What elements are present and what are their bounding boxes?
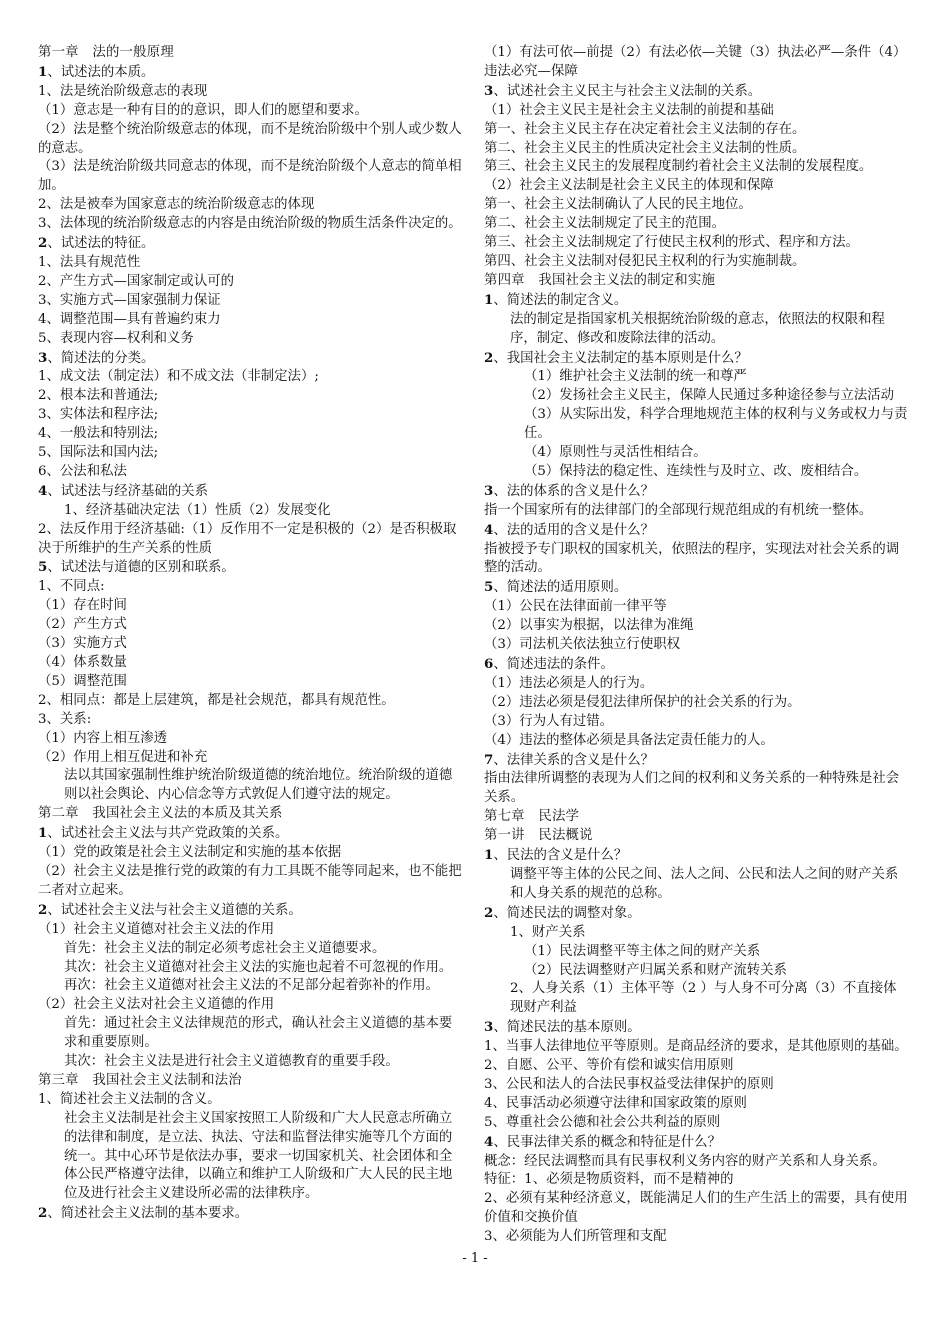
line-text: 第二、社会主义民主的性质决定社会主义法制的性质。: [484, 140, 806, 156]
line-text: 第一、社会主义民主存在决定着社会主义法制的存在。: [484, 121, 806, 137]
text-line: [484, 177, 908, 196]
text-line: [38, 863, 462, 901]
line-text: （4）体系数量: [38, 655, 127, 670]
line-text: 、简述法的适用原则。: [493, 580, 628, 596]
section-heading: [38, 44, 462, 63]
question-line: [484, 655, 908, 675]
question-number: 1: [38, 825, 48, 842]
text-line: [484, 253, 908, 272]
line-text: 1、不同点:: [38, 579, 105, 595]
text-line: [484, 1114, 908, 1133]
line-text: （2）违法必须是侵犯法律所保护的社会关系的行为。: [484, 694, 801, 710]
line-text: 6、公法和私法: [38, 463, 127, 479]
text-line: [484, 1171, 908, 1190]
text-line: [484, 713, 908, 732]
line-text: 调整平等主体的公民之间、法人之间、公民和法人之间的财产关系和人身关系的规范的总称。: [510, 866, 899, 901]
line-text: 法以其国家强制性维护统治阶级道德的统治地位。统治阶级的道德则以社会舆论、内心信念等方式敦促人们遵守法的规定。: [64, 768, 453, 803]
line-text: 1、法具有规范性: [38, 254, 141, 270]
text-line: [38, 311, 462, 330]
line-text: 、试述法的特征。: [47, 236, 155, 252]
question-number: 4: [38, 482, 48, 499]
line-text: 3、公民和法人的合法民事权益受法律保护的原则: [484, 1076, 774, 1092]
question-line: [484, 291, 908, 311]
text-line: [38, 406, 462, 425]
section-heading: [38, 805, 462, 824]
question-line: [38, 901, 462, 921]
question-line: [38, 63, 462, 83]
text-line: [484, 694, 908, 713]
line-text: 、民法的含义是什么？: [493, 848, 628, 864]
text-line: [38, 1053, 462, 1072]
text-line: [484, 234, 908, 253]
text-line: [484, 215, 908, 234]
left-column: [38, 44, 462, 1224]
question-line: [484, 1018, 908, 1038]
question-line: [38, 558, 462, 578]
line-text: （2）社会主义法对社会主义道德的作用: [38, 997, 275, 1013]
text-line: [38, 597, 462, 616]
text-line: [484, 368, 908, 387]
question-line: [38, 1204, 462, 1224]
question-line: [38, 824, 462, 844]
text-line: [38, 502, 462, 521]
text-line: [38, 330, 462, 349]
text-line: [484, 980, 908, 1018]
line-text: （3）实施方式: [38, 636, 127, 652]
line-text: （1）内容上相互渗透: [38, 730, 168, 746]
line-text: 第七章 民法学: [484, 809, 580, 825]
line-text: 、试述法与道德的区别和联系。: [47, 560, 235, 576]
text-line: [38, 215, 462, 234]
line-text: 2、产生方式—国家制定或认可的: [38, 273, 234, 289]
text-line: [38, 616, 462, 635]
line-text: 其次：社会主义法是进行社会主义道德教育的重要手段。: [64, 1054, 399, 1070]
line-text: 、法的体系的含义是什么？: [493, 483, 655, 499]
line-text: （5）保持法的稳定性、连续性与及时立、改、废相结合。: [524, 463, 868, 479]
line-text: 4、一般法和特别法;: [38, 426, 159, 442]
text-line: [484, 617, 908, 636]
line-text: 指一个国家所有的法律部门的全部现行规范组成的有机统一整体。: [484, 502, 873, 518]
line-text: （1）违法必须是人的行为。: [484, 675, 654, 691]
text-line: [38, 425, 462, 444]
text-line: [484, 44, 908, 82]
line-text: 5、尊重社会公德和社会公共利益的原则: [484, 1114, 721, 1130]
line-text: 、简述违法的条件。: [493, 657, 614, 672]
line-text: 、法律关系的含义是什么？: [493, 752, 655, 768]
section-heading: [484, 808, 908, 827]
question-number: 1: [38, 63, 48, 80]
line-text: 5、国际法和国内法;: [38, 445, 159, 461]
question-number: 1: [484, 847, 494, 864]
text-line: [484, 311, 908, 349]
text-line: [484, 924, 908, 943]
text-line: [484, 502, 908, 521]
text-line: [484, 1153, 908, 1172]
question-line: [484, 82, 908, 102]
question-line: [484, 578, 908, 598]
question-number: 4: [484, 1133, 494, 1150]
question-line: [38, 234, 462, 254]
text-line: [484, 636, 908, 655]
line-text: （2）以事实为根据，以法律为准绳: [484, 618, 694, 634]
line-text: （1）维护社会主义法制的统一和尊严: [524, 369, 747, 385]
line-text: 、试述法与经济基础的关系: [47, 483, 209, 499]
text-line: [484, 463, 908, 482]
text-line: [484, 598, 908, 617]
line-text: （3）行为人有过错。: [484, 713, 614, 729]
line-text: （1）民法调整平等主体之间的财产关系: [524, 943, 761, 959]
line-text: 其次：社会主义道德对社会主义法的实施也起着不可忽视的作用。: [64, 959, 453, 975]
text-line: [38, 940, 462, 959]
line-text: 3、必须能为人们所管理和支配: [484, 1229, 667, 1245]
question-line: [484, 349, 908, 369]
text-line: [38, 959, 462, 978]
question-number: 6: [484, 656, 494, 672]
text-line: [484, 962, 908, 981]
line-text: （1）有法可依—前提（2）有法必依—关键（3）执法必严—条件（4）违法必究—保障: [484, 45, 907, 79]
text-line: [38, 749, 462, 768]
text-line: [484, 406, 908, 444]
text-line: [484, 732, 908, 751]
question-number: 3: [484, 82, 494, 99]
line-text: （3）从实际出发，科学合理地规范主体的权利与义务或权力与责任。: [524, 407, 908, 442]
page-number: - 1 -: [462, 1251, 488, 1266]
text-line: [484, 444, 908, 463]
line-text: 、简述社会主义法制的基本要求。: [47, 1206, 249, 1222]
line-text: 特征：1、必须是物质资料，而不是精神的: [484, 1172, 734, 1188]
line-text: 1、当事人法律地位平等原则。是商品经济的要求，是其他原则的基础。: [484, 1039, 908, 1055]
line-text: 首先：社会主义法的制定必须考虑社会主义道德要求。: [64, 940, 386, 956]
text-line: [484, 1190, 908, 1228]
line-text: 、试述法的本质。: [47, 64, 155, 80]
text-line: [38, 387, 462, 406]
question-line: [484, 521, 908, 541]
line-text: （2）作用上相互促进和补充: [38, 749, 208, 765]
text-line: [484, 541, 908, 579]
line-text: （2）发扬社会主义民主，保障人民通过多种途径参与立法活动: [524, 388, 895, 404]
text-line: [38, 578, 462, 597]
section-heading: [484, 827, 908, 846]
question-number: 2: [38, 235, 48, 252]
line-text: 首先：通过社会主义法律规范的形式，确认社会主义道德的基本要求和重要原则。: [64, 1016, 453, 1051]
question-line: [38, 482, 462, 502]
text-line: [38, 273, 462, 292]
text-line: [484, 121, 908, 140]
section-heading: [484, 272, 908, 291]
question-number: 2: [38, 901, 48, 918]
line-text: 2、相同点：都是上层建筑，都是社会规范，都具有规范性。: [38, 692, 395, 708]
line-text: 第四、社会主义法制对侵犯民主权利的行为实施制裁。: [484, 253, 806, 269]
question-number: 4: [484, 521, 494, 538]
text-line: [484, 196, 908, 215]
line-text: （1）社会主义道德对社会主义法的作用: [38, 921, 275, 937]
text-line: [484, 1228, 908, 1247]
line-text: 1、简述社会主义法制的含义。: [38, 1091, 221, 1107]
text-line: [38, 844, 462, 863]
text-line: [38, 730, 462, 749]
line-text: 第四章 我国社会主义法的制定和实施: [484, 272, 716, 288]
line-text: 2、法是被奉为国家意志的统治阶级意志的体现: [38, 197, 315, 213]
question-line: [38, 349, 462, 369]
line-text: （2）产生方式: [38, 617, 127, 633]
line-text: 3、实体法和程序法;: [38, 407, 159, 423]
line-text: 2、法反作用于经济基础:（1）反作用不一定是积极的（2）是否积极取决于所维护的生产关系的性质: [38, 521, 457, 556]
line-text: （1）意志是一种有目的的意识，即人们的愿望和要求。: [38, 102, 368, 118]
section-heading: [38, 1072, 462, 1091]
text-line: [38, 292, 462, 311]
line-text: 、试述社会主义法与社会主义道德的关系。: [47, 902, 302, 918]
line-text: 2、自愿、公平、等价有偿和诚实信用原则: [484, 1058, 734, 1074]
text-line: [38, 692, 462, 711]
line-text: 概念：经民法调整而具有民事权利义务内容的财产关系和人身关系。: [484, 1153, 886, 1169]
text-line: [38, 158, 462, 196]
line-text: 第三章 我国社会主义法制和法治: [38, 1072, 242, 1088]
question-line: [484, 846, 908, 866]
text-line: [484, 140, 908, 159]
text-line: [484, 1095, 908, 1114]
text-line: [38, 673, 462, 692]
line-text: 第一章 法的一般原理: [38, 45, 174, 60]
text-line: [484, 387, 908, 406]
line-text: 、简述民法的基本原则。: [493, 1020, 641, 1036]
line-text: 第三、社会主义民主的发展程度制约着社会主义法制的发展程度。: [484, 159, 873, 175]
text-line: [38, 767, 462, 805]
question-number: 3: [484, 482, 494, 499]
text-line: [38, 996, 462, 1015]
line-text: 第一讲 民法概说: [484, 828, 593, 844]
line-text: 3、关系:: [38, 711, 92, 727]
line-text: （1）公民在法律面前一律平等: [484, 599, 667, 615]
line-text: （4）违法的整体必须是具备法定责任能力的人。: [484, 732, 774, 748]
line-text: （4）原则性与灵活性相结合。: [524, 445, 707, 461]
right-column: [484, 44, 908, 1247]
text-line: [38, 711, 462, 730]
line-text: 第二、社会主义法制规定了民主的范围。: [484, 216, 726, 232]
text-line: [38, 521, 462, 559]
question-number: 5: [484, 579, 494, 596]
line-text: 、试述社会主义法与共产党政策的关系。: [47, 826, 289, 842]
line-text: 3、法体现的统治阶级意志的内容是由统治阶级的物质生活条件决定的。: [38, 216, 462, 232]
line-text: 3、实施方式—国家强制力保证: [38, 292, 221, 308]
text-line: [484, 866, 908, 904]
text-line: [38, 102, 462, 121]
question-number: 3: [38, 349, 48, 366]
question-number: 2: [38, 1205, 48, 1222]
line-text: （2）社会主义法是推行党的政策的有力工具既不能等同起来，也不能把二者对立起来。: [38, 863, 462, 898]
text-line: [38, 83, 462, 102]
text-line: [38, 463, 462, 482]
line-text: 第三、社会主义法制规定了行使民主权利的形式、程序和方法。: [484, 235, 859, 251]
line-text: （1）党的政策是社会主义法制定和实施的基本依据: [38, 845, 342, 861]
text-line: [38, 635, 462, 654]
line-text: 2、人身关系（1）主体平等（2 ）与人身不可分离（3）不直接体现财产利益: [510, 981, 897, 1016]
question-number: 2: [484, 904, 494, 921]
question-number: 7: [484, 751, 494, 768]
line-text: 、我国社会主义法制定的基本原则是什么？: [493, 350, 748, 366]
line-text: 2、必须有某种经济意义，既能满足人们的生产生活上的需要，具有使用价值和交换价值: [484, 1191, 908, 1226]
text-line: [38, 1110, 462, 1205]
line-text: 4、民事活动必须遵守法律和国家政策的原则: [484, 1095, 747, 1111]
line-text: 1、成文法（制定法）和不成文法（非制定法）;: [38, 369, 319, 385]
text-line: [38, 444, 462, 463]
text-line: [484, 158, 908, 177]
text-line: [484, 1038, 908, 1057]
text-line: [484, 943, 908, 962]
line-text: 指被授予专门职权的国家机关，依照法的程序，实现法对社会关系的调整的活动。: [484, 541, 900, 576]
line-text: 第一、社会主义法制确认了人民的民主地位。: [484, 197, 752, 213]
line-text: （2）民法调整财产归属关系和财产流转关系: [524, 962, 787, 978]
line-text: 、法的适用的含义是什么？: [493, 522, 655, 538]
line-text: 第二章 我国社会主义法的本质及其关系: [38, 806, 283, 822]
line-text: 社会主义法制是社会主义国家按照工人阶级和广大人民意志所确立的法律和制度，是立法、执法、守法和监督法律实施等几个方面的统一。其中心环节是依法办事，要求一切国家机关、社会团体和全体公民严格遵守法律，以确立和维护工人阶级和广大人民的民主地位及进行社会主义建设所必需的法律秩序。: [64, 1110, 453, 1202]
line-text: 1、经济基础决定法（1）性质（2）发展变化: [64, 502, 331, 518]
line-text: （1）存在时间: [38, 598, 127, 614]
question-number: 1: [484, 291, 494, 308]
question-line: [484, 904, 908, 924]
line-text: 1、财产关系: [510, 924, 586, 940]
line-text: 、试述社会主义民主与社会主义法制的关系。: [493, 83, 762, 99]
line-text: 、民事法律关系的概念和特征是什么？: [493, 1134, 721, 1150]
line-text: 、简述法的分类。: [47, 350, 155, 366]
question-number: 3: [484, 1019, 494, 1036]
line-text: 2、根本法和普通法;: [38, 388, 159, 404]
text-line: [38, 121, 462, 159]
question-line: [484, 751, 908, 771]
text-line: [38, 654, 462, 673]
question-line: [484, 1133, 908, 1153]
line-text: （5）调整范围: [38, 673, 127, 689]
text-line: [484, 102, 908, 121]
text-line: [484, 770, 908, 808]
question-number: 5: [38, 559, 48, 576]
line-text: （2）社会主义法制是社会主义民主的体现和保障: [484, 178, 774, 194]
line-text: 指由法律所调整的表现为人们之间的权利和义务关系的一种特殊是社会关系。: [484, 771, 900, 806]
text-line: [484, 1057, 908, 1076]
line-text: 、简述法的制定含义。: [493, 292, 628, 308]
text-line: [38, 1091, 462, 1110]
line-text: 4、调整范围—具有普遍约束力: [38, 311, 221, 327]
line-text: 、简述民法的调整对象。: [493, 905, 641, 921]
line-text: 法的制定是指国家机关根据统治阶级的意志，依照法的权限和程序，制定、修改和废除法律的活动。: [510, 311, 885, 346]
line-text: （1）社会主义民主是社会主义法制的前提和基础: [484, 102, 774, 118]
line-text: 1、法是统治阶级意志的表现: [38, 83, 208, 99]
line-text: （3）司法机关依法独立行使职权: [484, 637, 680, 653]
line-text: 5、表现内容—权利和义务: [38, 330, 194, 346]
text-line: [38, 977, 462, 996]
text-line: [38, 196, 462, 215]
text-line: [484, 675, 908, 694]
line-text: （2）法是整个统治阶级意志的体现，而不是统治阶级中个别人或少数人的意志。: [38, 121, 462, 156]
line-text: 再次：社会主义道德对社会主义法的不足部分起着弥补的作用。: [64, 978, 439, 994]
text-line: [484, 1076, 908, 1095]
text-line: [38, 1015, 462, 1053]
text-line: [38, 921, 462, 940]
question-line: [484, 482, 908, 502]
line-text: （3）法是统治阶级共同意志的体现，而不是统治阶级个人意志的简单相加。: [38, 159, 462, 194]
question-number: 2: [484, 349, 494, 366]
text-line: [38, 368, 462, 387]
text-line: [38, 254, 462, 273]
